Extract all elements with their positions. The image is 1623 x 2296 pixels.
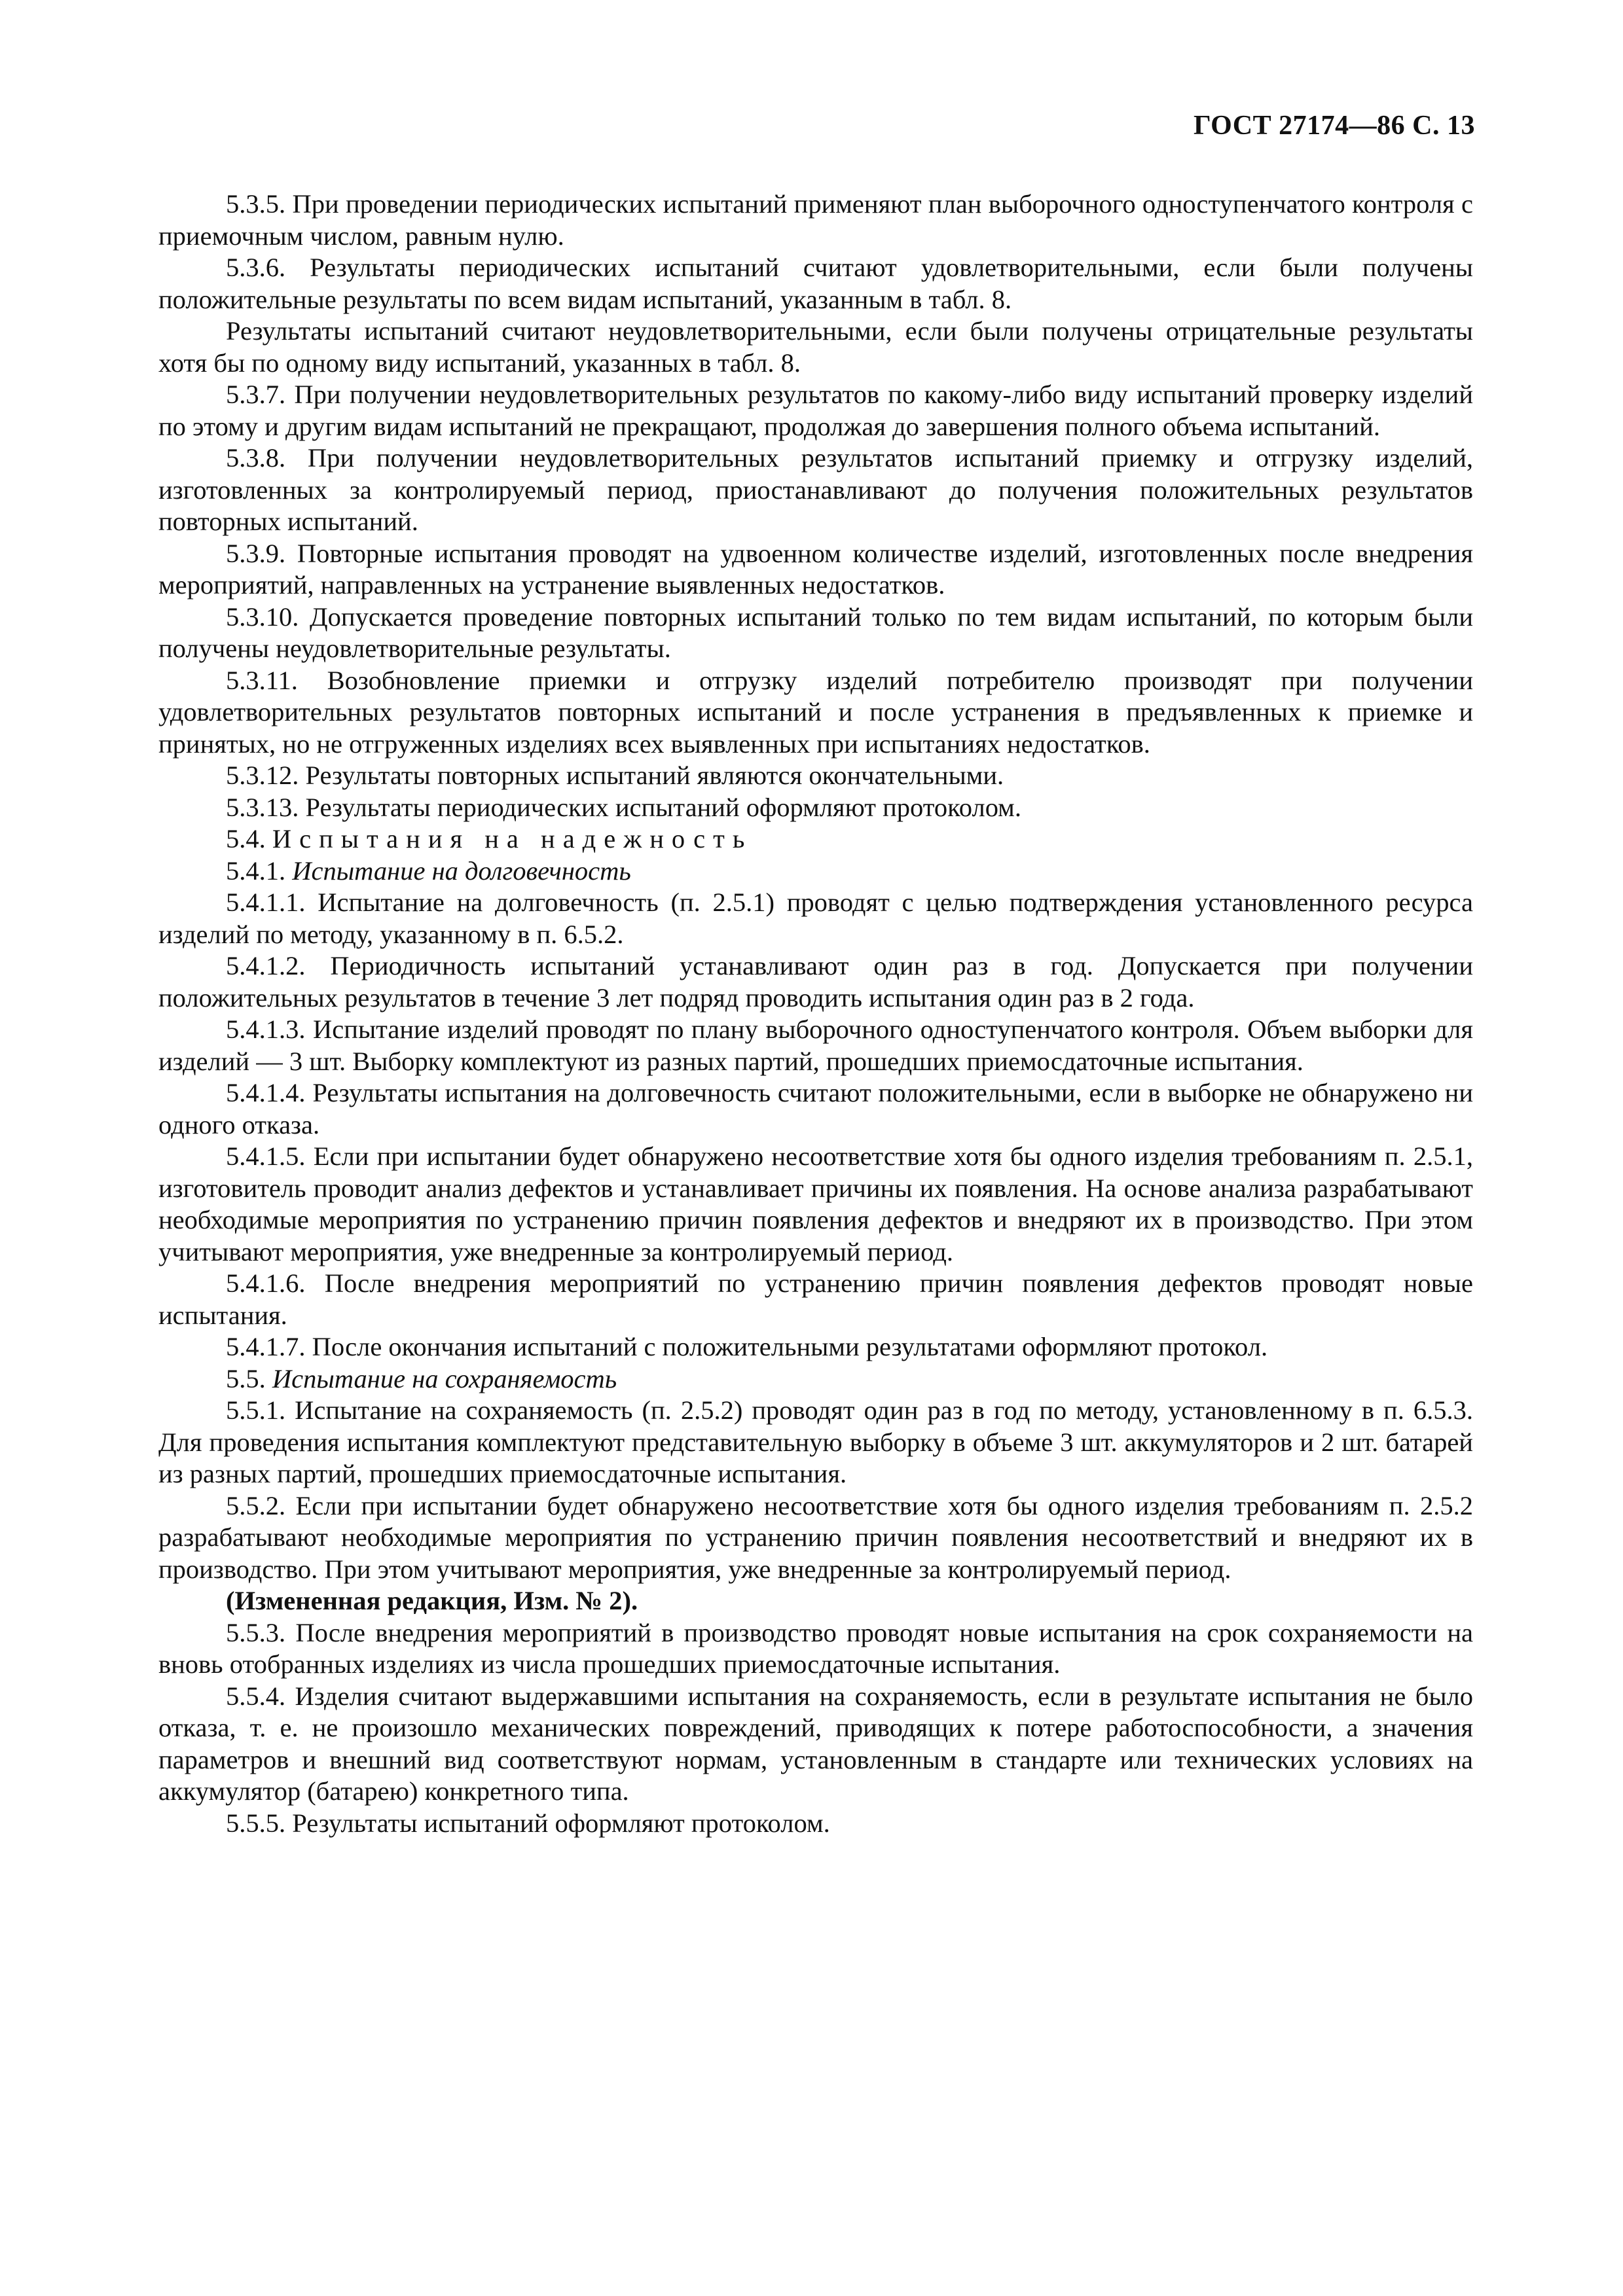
paragraph-5-5-4: 5.5.4. Изделия считают выдержавшими испытания на сохраняемость, если в результате испытания не было отказа, т. е. не произошло механических повреждений, приводящих к потере работоспособности, а значения параметров и внешний вид соответствуют нормам, установленным в стандарте или технических условиях на аккумулятор (батарею) конкретного типа.: [158, 1681, 1473, 1806]
paragraph-5-4-1-5: 5.4.1.5. Если при испытании будет обнаружено несоответствие хотя бы одного изделия требованиям п. 2.5.1, изготовитель проводит анализ дефектов и устанавливает причины их появления. На основе анализа разрабатывают необходимые мероприятия по устранению причин появления дефектов и внедряют их в производство. При этом учитывают мероприятия, уже внедренные за контролируемый период.: [158, 1141, 1473, 1266]
section-heading-5-4: [158, 823, 1473, 855]
paragraph-5-5-3: 5.5.3. После внедрения мероприятий в производство проводят новые испытания на срок сохраняемости на вновь отобранных изделиях из числа прошедших приемосдаточные испытания.: [158, 1617, 1473, 1679]
amendment-note: (Измененная редакция, Изм. № 2).: [226, 1586, 638, 1615]
subsection-title: Испытание на сохраняемость: [272, 1363, 617, 1393]
paragraph-5-3-12: 5.3.12. Результаты повторных испытаний являются окончательными.: [226, 761, 1004, 790]
subsection-heading-5-5: [158, 1363, 1473, 1395]
paragraph-5-3-6: 5.3.6. Результаты периодических испытаний считают удовлетворительными, если были получены положительные результаты по всем видам испытаний, указанным в табл. 8.: [158, 253, 1473, 314]
paragraph-5-3-8: 5.3.8. При получении неудовлетворительных результатов испытаний приемку и отгрузку изделий, изготовленных за контролируемый период, приостанавливают до получения положительных результатов повторных испытаний.: [158, 443, 1473, 536]
paragraph-5-3-11: 5.3.11. Возобновление приемки и отгрузку изделий потребителю производят при получении удовлетворительных результатов повторных испытаний и после устранения в предъявленных к приемке и принятых, но не отгруженных изделиях всех выявленных при испытаниях недостатков.: [158, 665, 1473, 759]
paragraph-5-4-1-4: 5.4.1.4. Результаты испытания на долговечность считают положительными, если в выборке не обнаружено ни одного отказа.: [158, 1078, 1473, 1139]
subsection-title: Испытание на долговечность: [292, 855, 631, 886]
subsection-number: 5.4.1.: [226, 855, 286, 886]
subsection-number: 5.5.: [226, 1363, 266, 1393]
paragraph-5-3-5: 5.3.5. При проведении периодических испытаний применяют план выборочного одноступенчатого контроля с приемочным числом, равным нулю.: [158, 189, 1473, 251]
paragraph-5-3-9: 5.3.9. Повторные испытания проводят на удвоенном количестве изделий, изготовленных после внедрения мероприятий, направленных на устранение выявленных недостатков.: [158, 538, 1473, 600]
paragraph-5-3-10: 5.3.10. Допускается проведение повторных испытаний только по тем видам испытаний, по которым были получены неудовлетворительные результаты.: [158, 601, 1473, 663]
paragraph-5-4-1-1: 5.4.1.1. Испытание на долговечность (п. 2.5.1) проводят с целью подтверждения установленного ресурса изделий по методу, указанному в п. 6.5.2.: [158, 888, 1473, 949]
paragraph-5-4-1-6: 5.4.1.6. После внедрения мероприятий по устранению причин появления дефектов проводят новые испытания.: [158, 1268, 1473, 1330]
paragraph-5-4-1-7: 5.4.1.7. После окончания испытаний с положительными результатами оформляют протокол.: [226, 1332, 1268, 1361]
paragraph-5-5-5: 5.5.5. Результаты испытаний оформляют протоколом.: [226, 1808, 830, 1838]
paragraph-5-3-13: 5.3.13. Результаты периодических испытаний оформляют протоколом.: [226, 792, 1021, 822]
paragraph-5-5-2: 5.5.2. Если при испытании будет обнаружено несоответствие хотя бы одного изделия требованиям п. 2.5.2 разрабатывают необходимые мероприятия по устранению причин появления несоответствий и внедряют их в производство. При этом учитывают мероприятия, уже внедренные за контролируемый период.: [158, 1490, 1473, 1584]
paragraph-5-4-1-2: 5.4.1.2. Периодичность испытаний устанавливают один раз в год. Допускается при получении положительных результатов в течение 3 лет подряд проводить испытания один раз в 2 года.: [158, 951, 1473, 1013]
section-title: Испытания на надежность: [272, 824, 753, 853]
paragraph-negative-results: Результаты испытаний считают неудовлетворительными, если были получены отрицательные результаты хотя бы по одному виду испытаний, указанных в табл. 8.: [158, 316, 1473, 378]
subsection-heading-5-4-1: [158, 855, 1473, 888]
paragraph-5-5-1: 5.5.1. Испытание на сохраняемость (п. 2.5.2) проводят один раз в год по методу, установленному в п. 6.5.3. Для проведения испытания комплектуют представительную выборку в объеме 3 шт. аккумуляторов и 2 шт. батарей из разных партий, прошедших приемосдаточные испытания.: [158, 1395, 1473, 1488]
document-body: [158, 188, 1473, 1839]
paragraph-5-4-1-3: 5.4.1.3. Испытание изделий проводят по плану выборочного одноступенчатого контроля. Объем выборки для изделий — 3 шт. Выборку комплектуют из разных партий, прошедших приемосдаточные испытания.: [158, 1014, 1473, 1076]
page-header: ГОСТ 27174—86 С. 13: [1193, 111, 1475, 141]
section-number: 5.4.: [226, 824, 266, 853]
paragraph-5-3-7: 5.3.7. При получении неудовлетворительных результатов по какому-либо виду испытаний проверку изделий по этому и другим видам испытаний не прекращают, продолжая до завершения полного объема испытаний.: [158, 380, 1473, 441]
